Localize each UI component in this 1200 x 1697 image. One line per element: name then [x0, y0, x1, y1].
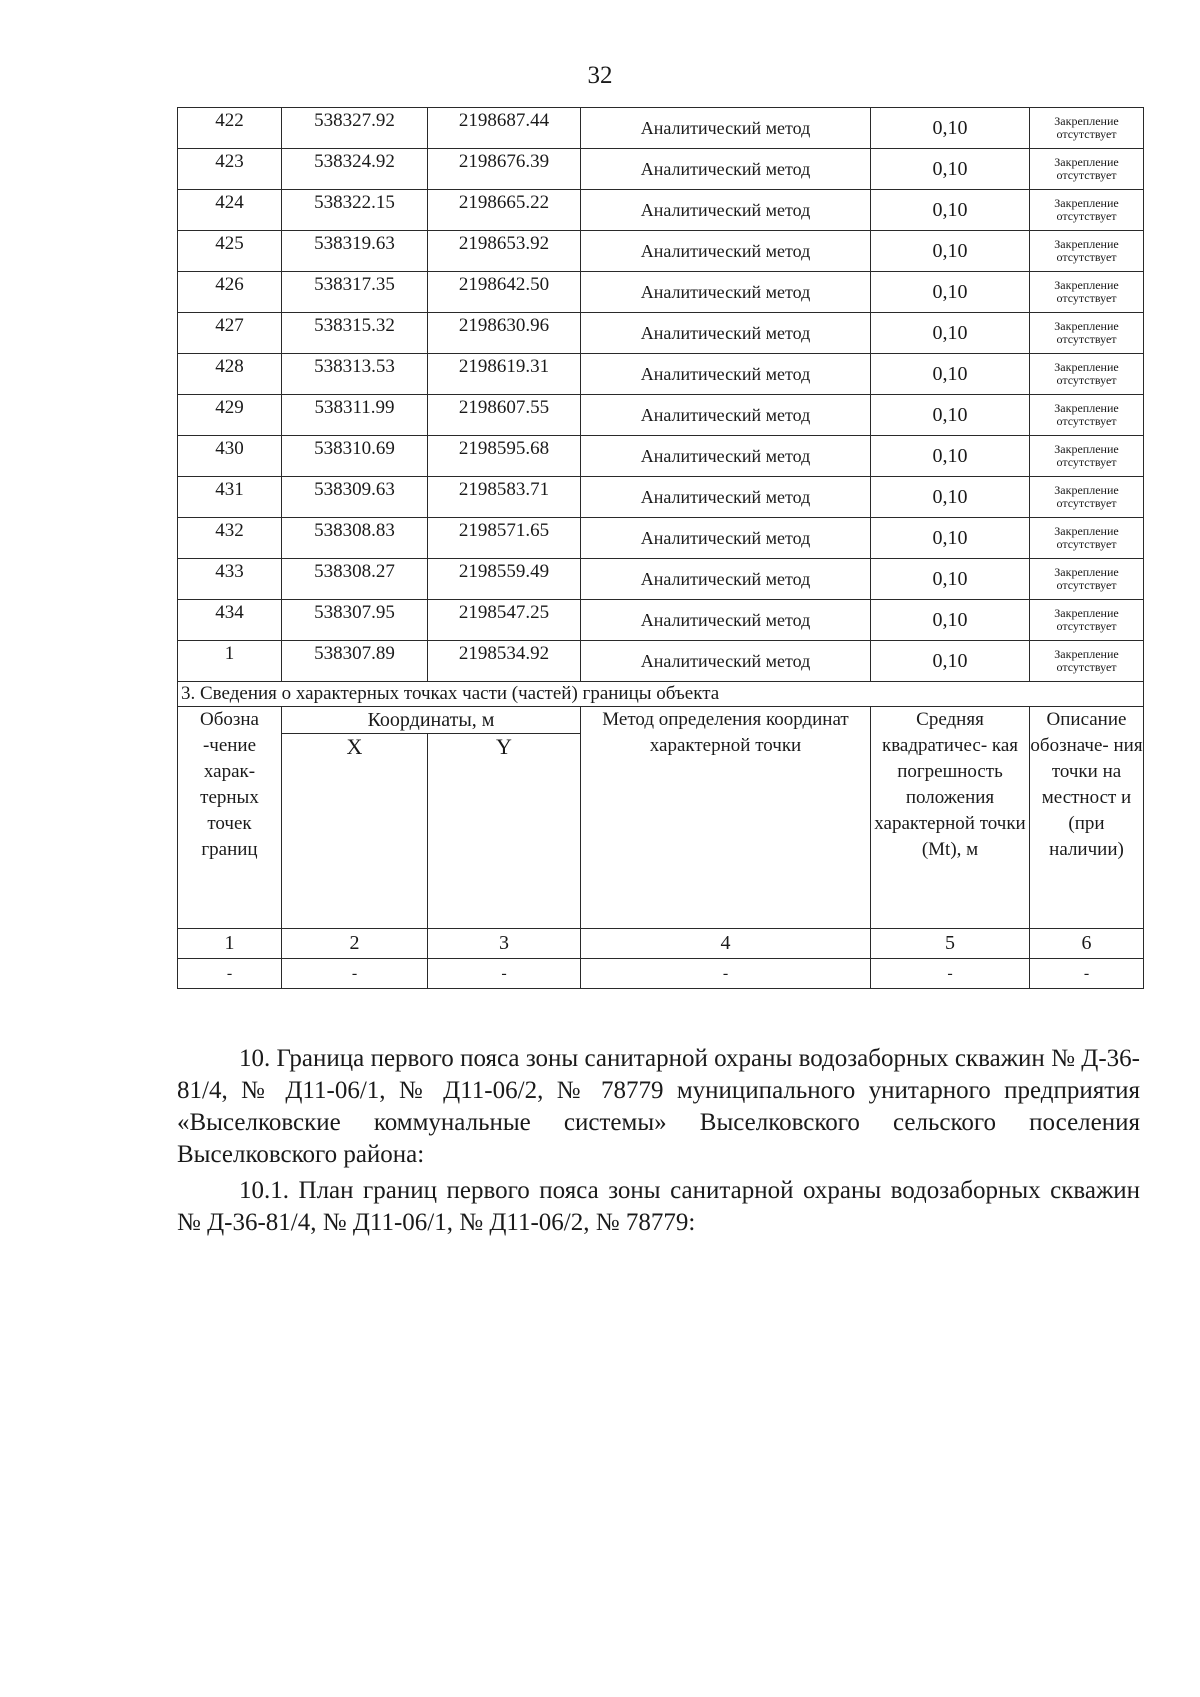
header-error: Средняя квадратичес- кая погрешность положения характерной точки (Mt), м — [871, 707, 1030, 929]
method-cell: Аналитический метод — [581, 600, 871, 641]
description-cell: Закрепление отсутствует — [1030, 313, 1144, 354]
empty-cell: - — [282, 959, 428, 989]
header-coordinates: Координаты, м — [282, 707, 581, 734]
y-coordinate-cell: 2198665.22 — [428, 190, 581, 231]
paragraph-10: 10. Граница первого пояса зоны санитарной охраны водозаборных скважин № Д-36-81/4, № Д11-06/1, № Д11-06/2, № 78779 муниципального унитарного предприятия «Выселковские коммунальные системы» Выселковского сельского поселения Выселковского района: — [177, 1045, 1140, 1168]
column-number: 6 — [1030, 929, 1144, 959]
point-number-cell: 434 — [178, 600, 282, 641]
error-cell: 0,10 — [871, 272, 1030, 313]
empty-cell: - — [581, 959, 871, 989]
empty-row — [178, 959, 1144, 989]
header-y: Y — [428, 734, 581, 929]
point-number-cell: 422 — [178, 108, 282, 149]
table-row — [178, 354, 1144, 395]
column-number: 5 — [871, 929, 1030, 959]
point-number-cell: 433 — [178, 559, 282, 600]
description-cell: Закрепление отсутствует — [1030, 272, 1144, 313]
error-cell: 0,10 — [871, 641, 1030, 682]
y-coordinate-cell: 2198619.31 — [428, 354, 581, 395]
method-cell: Аналитический метод — [581, 190, 871, 231]
x-coordinate-cell: 538310.69 — [282, 436, 428, 477]
description-cell: Закрепление отсутствует — [1030, 436, 1144, 477]
table-row — [178, 313, 1144, 354]
x-coordinate-cell: 538307.89 — [282, 641, 428, 682]
error-cell: 0,10 — [871, 477, 1030, 518]
method-cell: Аналитический метод — [581, 149, 871, 190]
empty-cell: - — [178, 959, 282, 989]
empty-cell: - — [428, 959, 581, 989]
error-cell: 0,10 — [871, 395, 1030, 436]
column-number: 1 — [178, 929, 282, 959]
coordinates-table — [177, 107, 1144, 989]
section3-title: 3. Сведения о характерных точках части (частей) границы объекта — [178, 682, 1144, 707]
method-cell: Аналитический метод — [581, 559, 871, 600]
empty-cell: - — [871, 959, 1030, 989]
error-cell: 0,10 — [871, 354, 1030, 395]
point-number-cell: 426 — [178, 272, 282, 313]
method-cell: Аналитический метод — [581, 354, 871, 395]
description-cell: Закрепление отсутствует — [1030, 108, 1144, 149]
column-number: 2 — [282, 929, 428, 959]
description-cell: Закрепление отсутствует — [1030, 354, 1144, 395]
point-number-cell: 430 — [178, 436, 282, 477]
y-coordinate-cell: 2198571.65 — [428, 518, 581, 559]
coordinates-table-body — [178, 108, 1144, 682]
table-row — [178, 395, 1144, 436]
page-number: 32 — [587, 62, 613, 89]
x-coordinate-cell: 538309.63 — [282, 477, 428, 518]
point-number-cell: 431 — [178, 477, 282, 518]
x-coordinate-cell: 538308.83 — [282, 518, 428, 559]
y-coordinate-cell: 2198547.25 — [428, 600, 581, 641]
method-cell: Аналитический метод — [581, 436, 871, 477]
x-coordinate-cell: 538307.95 — [282, 600, 428, 641]
description-cell: Закрепление отсутствует — [1030, 641, 1144, 682]
table-row — [178, 559, 1144, 600]
error-cell: 0,10 — [871, 600, 1030, 641]
description-cell: Закрепление отсутствует — [1030, 231, 1144, 272]
y-coordinate-cell: 2198559.49 — [428, 559, 581, 600]
header-description: Описание обозначе- ния точки на местност и (при наличии) — [1030, 707, 1144, 929]
description-cell: Закрепление отсутствует — [1030, 559, 1144, 600]
table-row — [178, 436, 1144, 477]
error-cell: 0,10 — [871, 190, 1030, 231]
empty-cell: - — [1030, 959, 1144, 989]
point-number-cell: 424 — [178, 190, 282, 231]
y-coordinate-cell: 2198687.44 — [428, 108, 581, 149]
x-coordinate-cell: 538313.53 — [282, 354, 428, 395]
error-cell: 0,10 — [871, 518, 1030, 559]
x-coordinate-cell: 538311.99 — [282, 395, 428, 436]
point-number-cell: 429 — [178, 395, 282, 436]
description-cell: Закрепление отсутствует — [1030, 477, 1144, 518]
method-cell: Аналитический метод — [581, 641, 871, 682]
error-cell: 0,10 — [871, 231, 1030, 272]
error-cell: 0,10 — [871, 149, 1030, 190]
description-cell: Закрепление отсутствует — [1030, 600, 1144, 641]
section3 — [178, 682, 1144, 989]
point-number-cell: 1 — [178, 641, 282, 682]
error-cell: 0,10 — [871, 559, 1030, 600]
table-row — [178, 190, 1144, 231]
y-coordinate-cell: 2198630.96 — [428, 313, 581, 354]
x-coordinate-cell: 538315.32 — [282, 313, 428, 354]
table-row — [178, 518, 1144, 559]
description-cell: Закрепление отсутствует — [1030, 518, 1144, 559]
table-row — [178, 108, 1144, 149]
column-number: 3 — [428, 929, 581, 959]
y-coordinate-cell: 2198653.92 — [428, 231, 581, 272]
header-method: Метод определения координат характерной точки — [581, 707, 871, 929]
x-coordinate-cell: 538319.63 — [282, 231, 428, 272]
method-cell: Аналитический метод — [581, 231, 871, 272]
point-number-cell: 427 — [178, 313, 282, 354]
header-x: X — [282, 734, 428, 929]
y-coordinate-cell: 2198595.68 — [428, 436, 581, 477]
paragraph-10-1: 10.1. План границ первого пояса зоны санитарной охраны водозаборных скважин № Д-36-81/4, № Д11-06/1, № Д11-06/2, № 78779: — [177, 1177, 1140, 1236]
table-row — [178, 272, 1144, 313]
method-cell: Аналитический метод — [581, 272, 871, 313]
error-cell: 0,10 — [871, 108, 1030, 149]
point-number-cell: 428 — [178, 354, 282, 395]
error-cell: 0,10 — [871, 436, 1030, 477]
column-numbers-row — [178, 929, 1144, 959]
table-row — [178, 641, 1144, 682]
method-cell: Аналитический метод — [581, 108, 871, 149]
y-coordinate-cell: 2198583.71 — [428, 477, 581, 518]
x-coordinate-cell: 538317.35 — [282, 272, 428, 313]
method-cell: Аналитический метод — [581, 477, 871, 518]
error-cell: 0,10 — [871, 313, 1030, 354]
table-row — [178, 149, 1144, 190]
method-cell: Аналитический метод — [581, 313, 871, 354]
column-number: 4 — [581, 929, 871, 959]
point-number-cell: 432 — [178, 518, 282, 559]
x-coordinate-cell: 538327.92 — [282, 108, 428, 149]
method-cell: Аналитический метод — [581, 395, 871, 436]
description-cell: Закрепление отсутствует — [1030, 395, 1144, 436]
y-coordinate-cell: 2198607.55 — [428, 395, 581, 436]
y-coordinate-cell: 2198642.50 — [428, 272, 581, 313]
x-coordinate-cell: 538308.27 — [282, 559, 428, 600]
y-coordinate-cell: 2198676.39 — [428, 149, 581, 190]
description-cell: Закрепление отсутствует — [1030, 190, 1144, 231]
x-coordinate-cell: 538322.15 — [282, 190, 428, 231]
table-row — [178, 231, 1144, 272]
method-cell: Аналитический метод — [581, 518, 871, 559]
description-cell: Закрепление отсутствует — [1030, 149, 1144, 190]
table-row — [178, 477, 1144, 518]
x-coordinate-cell: 538324.92 — [282, 149, 428, 190]
point-number-cell: 423 — [178, 149, 282, 190]
y-coordinate-cell: 2198534.92 — [428, 641, 581, 682]
table-row — [178, 600, 1144, 641]
point-number-cell: 425 — [178, 231, 282, 272]
header-designation: Обозна -чение харак- терных точек границ — [178, 707, 282, 929]
